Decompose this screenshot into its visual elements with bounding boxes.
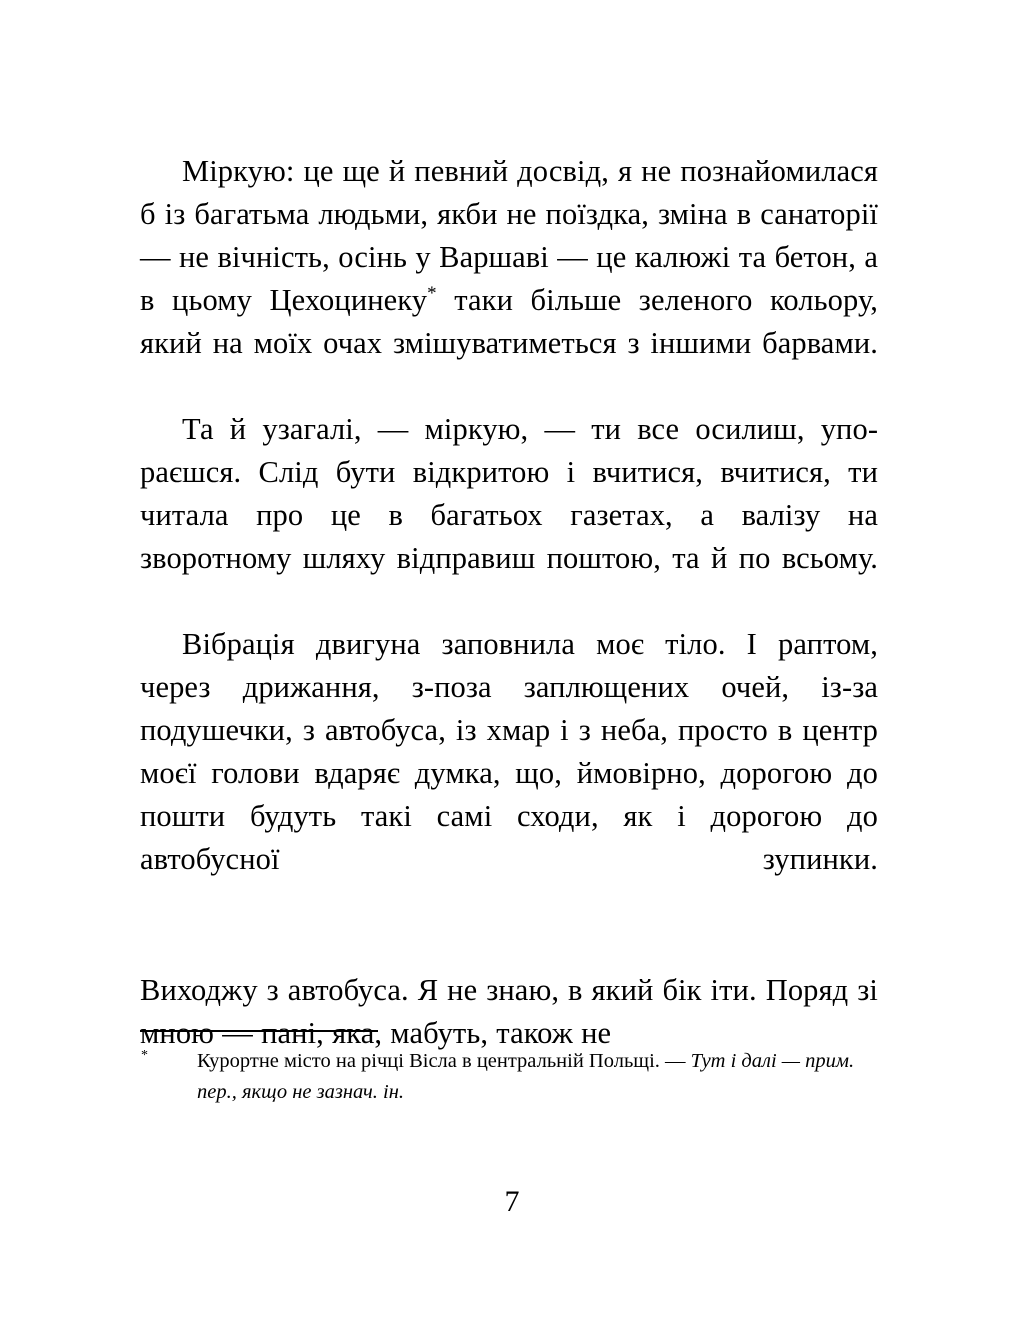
footnote-text-roman: Курортне місто на річці Вісла в центральній Польщі. — bbox=[197, 1050, 691, 1072]
footnote-area bbox=[140, 1030, 878, 1108]
paragraph-2: Та й узагалі, — міркую, — ти все осилиш, упораєшся. Слід бути відкритою і вчитися, вчитися, ти читала про це в багатьох газетах, а валізу на зворотному шляху відправиш поштою, та й по всьому. bbox=[140, 412, 878, 575]
footnote-marker: * bbox=[141, 1048, 148, 1063]
footnote-entry bbox=[140, 1046, 878, 1108]
footnote-reference-marker[interactable]: * bbox=[427, 282, 437, 304]
footnote-text-italic: Тут і далі — прим. пер., якщо не зазнач. ін. bbox=[197, 1050, 855, 1103]
paragraph-1-text-before-footnote-marker: Міркую: це ще й певний досвід, я не познайомилася б із багатьма людьми, якби не поїздка, зміна в санаторії — не вічність, осінь у Варшаві — це калюжі та бетон, а в цьому Цехоцинеку bbox=[140, 154, 878, 317]
paragraph-3: Вібрація двигуна заповнила моє тіло. І раптом, через дрижання, з-поза заплющених очей, із-за подушечки, з автобуса, із хмар і з неба, просто в центр моєї голови вдаряє думка, що, ймовірно, дорогою до пошти будуть такі самі сходи, як і дорогою до автобусної зупинки. bbox=[140, 627, 878, 876]
page-body-text bbox=[140, 150, 878, 1055]
paragraph-1-text-after-footnote-marker: таки більше зеленого кольору, який на моїх очах змішуватиметься з іншими барвами. bbox=[140, 283, 878, 360]
footnote-separator-rule bbox=[140, 1030, 378, 1032]
page-number: 7 bbox=[504, 1185, 520, 1218]
paragraph-1 bbox=[140, 150, 878, 408]
paragraph-4: Виходжу з автобуса. Я не знаю, в який бік іти. Поряд зі мною — пані, яка, мабуть, також не bbox=[140, 973, 878, 1050]
